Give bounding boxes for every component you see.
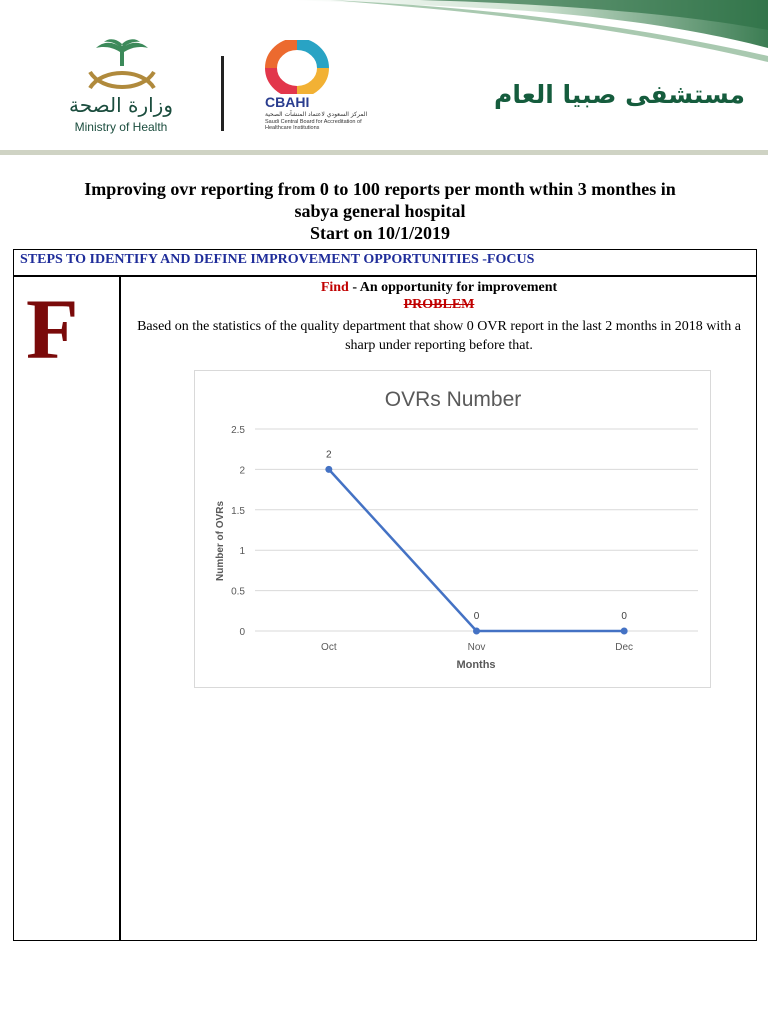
find-line bbox=[121, 280, 757, 296]
title-line-1: Improving ovr reporting from 0 to 100 reports per month wthin 3 monthes in bbox=[84, 179, 676, 199]
page-title bbox=[20, 178, 740, 244]
find-word: Find bbox=[320, 280, 349, 295]
cbahi-english-name: Saudi Central Board for Accreditation of Healthcare Institutions bbox=[265, 119, 362, 131]
moh-palm-swords-logo bbox=[82, 38, 162, 94]
chart-y-tick-label: 2.5 bbox=[231, 425, 245, 436]
find-rest: - An opportunity for improvement bbox=[348, 280, 558, 295]
title-line-2: sabya general hospital bbox=[294, 201, 466, 221]
chart-y-tick-label: 0 bbox=[239, 627, 245, 638]
chart-y-tick-label: 0.5 bbox=[231, 586, 245, 598]
chart-data-label: 0 bbox=[473, 611, 480, 622]
chart-x-tick-label: Dec bbox=[615, 642, 634, 653]
table-row-divider bbox=[13, 275, 757, 277]
chart-y-tick-label: 1 bbox=[239, 546, 245, 558]
ovr-chart bbox=[194, 370, 711, 688]
chart-y-tick-label: 2 bbox=[239, 465, 245, 477]
chart-y-tick-label: 1.5 bbox=[231, 505, 245, 517]
chart-data-point bbox=[473, 628, 480, 635]
cbahi-arabic-name: المركز السعودي لاعتماد المنشآت الصحية bbox=[265, 111, 368, 118]
chart-x-tick-label: Oct bbox=[321, 642, 337, 653]
logo-divider bbox=[221, 56, 224, 131]
problem-label: PROBLEM bbox=[403, 297, 475, 312]
ovr-line-chart bbox=[195, 371, 712, 689]
page-header bbox=[0, 0, 768, 158]
moh-arabic-name: وزارة الصحة bbox=[69, 93, 173, 117]
chart-data-point bbox=[325, 466, 332, 473]
chart-x-tick-label: Nov bbox=[467, 642, 486, 653]
hospital-arabic-name: مستشفى صبيا العام bbox=[494, 80, 745, 109]
chart-data-label: 2 bbox=[326, 449, 332, 461]
title-line-3: Start on 10/1/2019 bbox=[309, 223, 450, 243]
chart-y-axis-label: Number of OVRs bbox=[215, 500, 226, 582]
chart-data-label: 0 bbox=[621, 611, 627, 622]
steps-heading: STEPS TO IDENTIFY AND DEFINE IMPROVEMENT OPPORTUNITIES -FOCUS bbox=[20, 252, 535, 267]
table-column-divider bbox=[119, 276, 121, 941]
cbahi-name: CBAHI bbox=[265, 94, 310, 110]
focus-letter: F bbox=[26, 281, 79, 377]
chart-x-axis-label: Months bbox=[456, 659, 496, 671]
chart-data-point bbox=[621, 628, 628, 635]
chart-title: OVRs Number bbox=[384, 388, 522, 411]
moh-english-name: Ministry of Health bbox=[74, 120, 168, 134]
problem-description: Based on the statistics of the quality department that show 0 OVR report in the last 2 months in 2018 with a sharp under reporting before that. bbox=[137, 319, 741, 353]
cbahi-ring-logo bbox=[259, 40, 335, 94]
header-rule bbox=[0, 150, 768, 155]
